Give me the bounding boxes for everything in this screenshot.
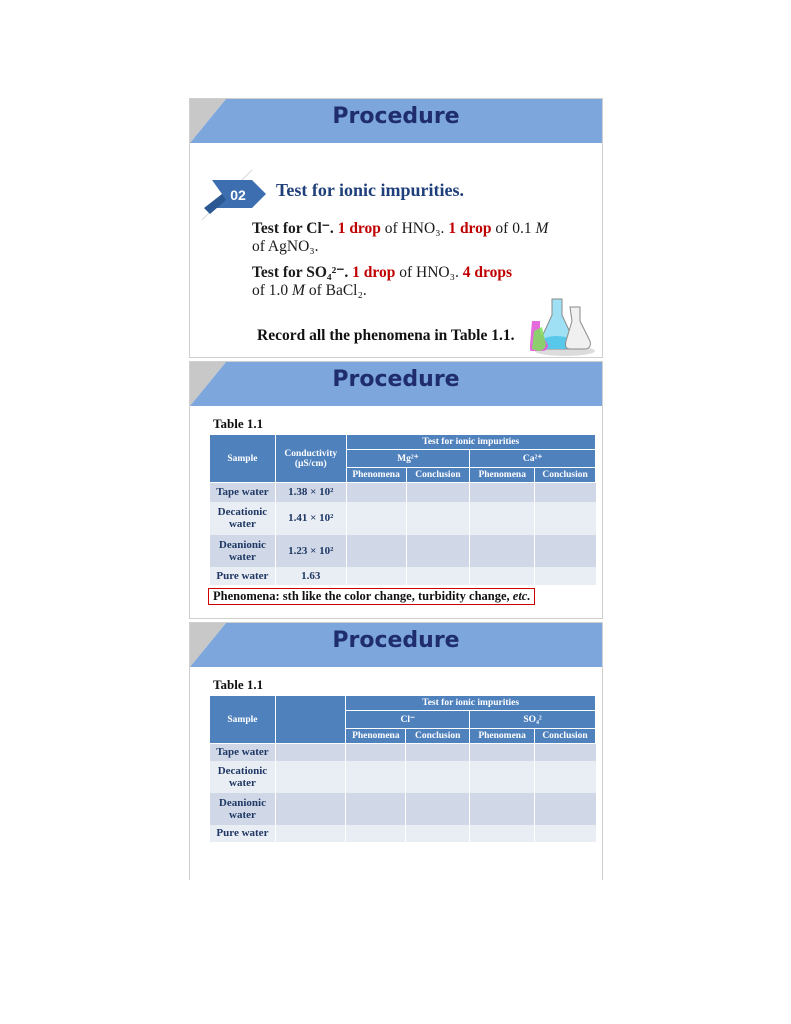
cell-empty (470, 483, 535, 502)
cell-empty (346, 483, 406, 502)
table-row (210, 483, 596, 502)
table-row (210, 761, 596, 793)
cell-empty (535, 744, 596, 761)
table-row (210, 744, 596, 761)
cell-empty (346, 761, 406, 793)
header-ion1: Cl⁻ (346, 711, 470, 729)
cl-drop1: 1 drop (337, 220, 381, 237)
header-blank (275, 696, 345, 744)
cell-empty (346, 744, 406, 761)
so4-test-line (252, 263, 512, 282)
table-row (210, 567, 596, 585)
slide-table-mg-ca (189, 361, 603, 619)
table-caption: Table 1.1 (213, 677, 264, 692)
so4-test-label: Test for SO₄²⁻. (252, 264, 353, 281)
cell-empty (406, 535, 470, 567)
cl-text2: of 0.1 (491, 220, 536, 237)
cell-empty (346, 567, 406, 585)
cl-text1: of HNO₃. (380, 220, 449, 237)
cl-drop2: 1 drop (448, 220, 492, 237)
results-table (209, 695, 596, 842)
cl-test-line2: of AgNO₃. (252, 238, 319, 255)
phenomena-note-etc: etc. (512, 589, 531, 603)
so4-test-line2 (252, 282, 367, 300)
section-heading: Test for ionic impurities. (276, 180, 464, 200)
cell-empty (406, 744, 470, 761)
slide-test-procedure (189, 98, 603, 358)
flask-icon (530, 291, 600, 357)
row-sample: Deanionic water (210, 793, 276, 825)
header-phenomena: Phenomena (346, 729, 406, 744)
so4-text1: of HNO₃. (395, 264, 463, 281)
header-test: Test for ionic impurities (346, 435, 595, 450)
cell-empty (346, 793, 406, 825)
header-phenomena: Phenomena (470, 729, 535, 744)
cell-empty (406, 483, 470, 502)
so4-drop1: 1 drop (352, 264, 396, 281)
table-row (210, 825, 596, 842)
cell-empty (470, 761, 535, 793)
cell-empty (275, 825, 345, 842)
header-phenomena: Phenomena (346, 468, 406, 483)
cell-empty (470, 567, 535, 585)
cell-empty (535, 483, 596, 502)
table-caption: Table 1.1 (213, 416, 264, 431)
header-conductivity-unit: (μS/cm) (294, 458, 327, 469)
header-conclusion: Conclusion (406, 729, 470, 744)
header-conclusion: Conclusion (535, 468, 596, 483)
badge-number: 02 (230, 187, 246, 203)
phenomena-note-text: Phenomena: sth like the color change, turbidity change, (213, 589, 513, 603)
cell-empty (470, 825, 535, 842)
cell-empty (535, 502, 596, 535)
row-sample: Decationic water (210, 761, 276, 793)
header-ion1: Mg²⁺ (346, 450, 470, 468)
title-banner (190, 362, 602, 406)
cell-empty (535, 825, 596, 842)
cell-empty (406, 793, 470, 825)
so4-drop2: 4 drops (462, 264, 513, 281)
cell-empty (406, 567, 470, 585)
cell-empty (346, 535, 406, 567)
cl-unit: M (535, 220, 549, 237)
row-conductivity: 1.41 × 10² (275, 502, 346, 535)
header-ion2: Ca²⁺ (470, 450, 596, 468)
row-sample: Tape water (210, 744, 276, 761)
header-sample: Sample (210, 435, 276, 483)
cell-empty (470, 793, 535, 825)
row-sample: Pure water (210, 825, 276, 842)
header-conductivity (275, 435, 346, 483)
cell-empty (535, 567, 596, 585)
cell-empty (535, 793, 596, 825)
row-sample: Decationic water (210, 502, 276, 535)
header-phenomena: Phenomena (470, 468, 535, 483)
slide-title: Procedure (332, 367, 460, 392)
phenomena-note (208, 588, 535, 605)
cell-empty (535, 535, 596, 567)
cl-test-label: Test for Cl⁻. (252, 220, 338, 237)
cell-empty (406, 761, 470, 793)
table-row (210, 535, 596, 567)
cell-empty (406, 502, 470, 535)
header-test: Test for ionic impurities (346, 696, 596, 711)
slide-title: Procedure (332, 628, 460, 653)
cl-test-line (252, 219, 548, 238)
number-arrow-icon (202, 170, 272, 220)
header-conclusion: Conclusion (406, 468, 470, 483)
header-conclusion: Conclusion (535, 729, 596, 744)
so4-line2b: of BaCl₂. (304, 282, 367, 299)
table-row (210, 793, 596, 825)
record-instruction: Record all the phenomena in Table 1.1. (257, 327, 515, 344)
slide-title: Procedure (332, 104, 460, 129)
cell-empty (275, 761, 345, 793)
cell-empty (406, 825, 470, 842)
cell-empty (535, 761, 596, 793)
header-ion2: SO₄² (470, 711, 596, 729)
so4-unit: M (292, 282, 305, 299)
cell-empty (275, 793, 345, 825)
cell-empty (470, 502, 535, 535)
so4-line2a: of 1.0 (252, 282, 293, 299)
results-table (209, 434, 596, 585)
header-sample: Sample (210, 696, 276, 744)
cell-empty (346, 825, 406, 842)
row-sample: Tape water (210, 483, 276, 502)
row-conductivity: 1.63 (275, 567, 346, 585)
row-conductivity: 1.23 × 10² (275, 535, 346, 567)
row-sample: Pure water (210, 567, 276, 585)
title-banner (190, 623, 602, 667)
row-conductivity: 1.38 × 10² (275, 483, 346, 502)
cell-empty (470, 744, 535, 761)
cell-empty (275, 744, 345, 761)
row-sample: Deanionic water (210, 535, 276, 567)
header-conductivity-label: Conductivity (284, 448, 338, 459)
table-row (210, 502, 596, 535)
cell-empty (346, 502, 406, 535)
title-banner (190, 99, 602, 143)
slide-table-cl-so4 (189, 622, 603, 880)
cell-empty (470, 535, 535, 567)
